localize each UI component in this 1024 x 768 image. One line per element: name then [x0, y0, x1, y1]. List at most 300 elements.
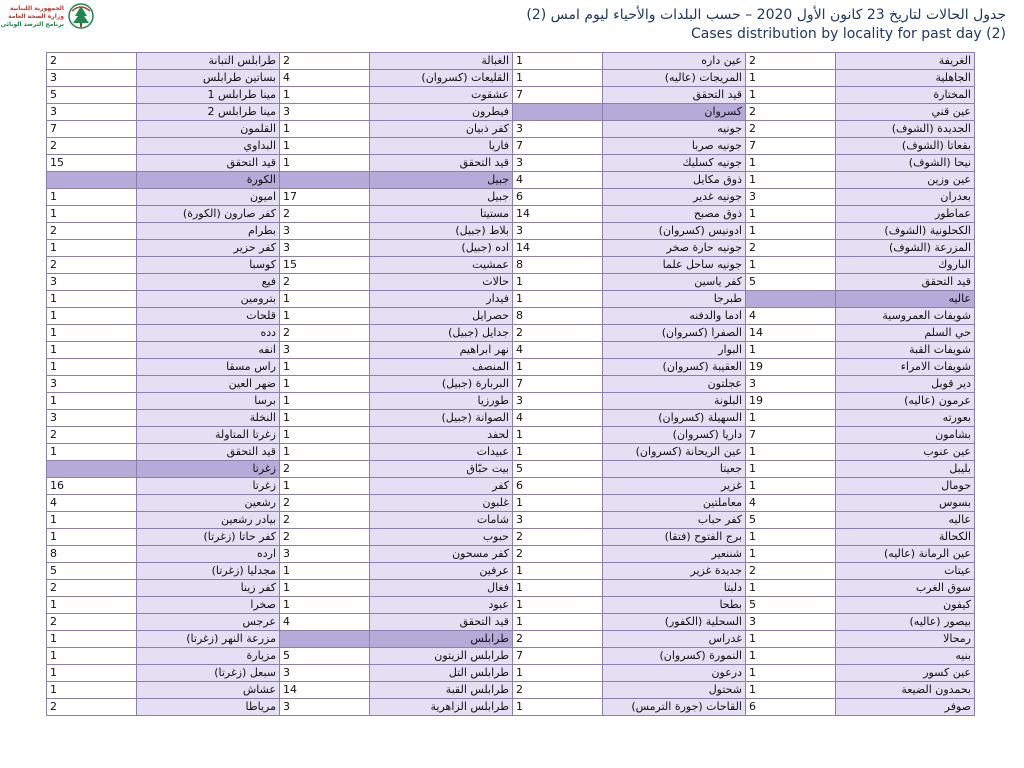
- locality-name-cell: غدراس: [603, 631, 746, 648]
- district-header-cell: كسروان: [603, 104, 746, 121]
- case-count-cell: 7: [47, 121, 137, 138]
- locality-name-cell: عجلتون: [603, 376, 746, 393]
- locality-name-cell: انفه: [137, 342, 280, 359]
- case-count-cell: 1: [513, 274, 603, 291]
- locality-name-cell: طرابلس الزيتون: [370, 648, 513, 665]
- locality-name-cell: دلبتا: [603, 580, 746, 597]
- locality-name-cell: جبيل: [370, 189, 513, 206]
- locality-name-cell: عين قني: [836, 104, 975, 121]
- locality-name-cell: كفر حاتا (زغرتا): [137, 529, 280, 546]
- locality-name-cell: رمحالا: [836, 631, 975, 648]
- case-count-cell: 3: [47, 274, 137, 291]
- locality-name-cell: جونيه: [603, 121, 746, 138]
- locality-name-cell: بعدران: [836, 189, 975, 206]
- locality-name-cell: عين داره: [603, 53, 746, 70]
- locality-name-cell: المختارة: [836, 87, 975, 104]
- locality-name-cell: ذوق مصبح: [603, 206, 746, 223]
- case-count-cell: 6: [746, 699, 836, 716]
- case-count-cell: 1: [280, 444, 370, 461]
- district-header-cell: الكورة: [137, 172, 280, 189]
- locality-name-cell: قيد التحقق: [137, 155, 280, 172]
- case-count-cell: 14: [280, 682, 370, 699]
- case-count-cell: 1: [746, 529, 836, 546]
- case-count-cell: 4: [746, 495, 836, 512]
- table-row: [47, 546, 975, 563]
- case-count-cell: 2: [280, 206, 370, 223]
- locality-name-cell: عين وزين: [836, 172, 975, 189]
- case-count-cell: [280, 631, 370, 648]
- locality-name-cell: زغرتا المتاولة: [137, 427, 280, 444]
- case-count-cell: 1: [280, 597, 370, 614]
- case-count-cell: 1: [47, 325, 137, 342]
- case-count-cell: 1: [513, 699, 603, 716]
- table-row: [47, 427, 975, 444]
- case-count-cell: 1: [746, 342, 836, 359]
- case-count-cell: 1: [280, 580, 370, 597]
- locality-name-cell: بنيه: [836, 648, 975, 665]
- locality-name-cell: فاريا: [370, 138, 513, 155]
- locality-name-cell: مستيتا: [370, 206, 513, 223]
- locality-name-cell: شننعير: [603, 546, 746, 563]
- case-count-cell: 6: [513, 478, 603, 495]
- case-count-cell: 15: [47, 155, 137, 172]
- locality-name-cell: جونيه غدير: [603, 189, 746, 206]
- locality-name-cell: ذوق مكايل: [603, 172, 746, 189]
- locality-name-cell: داريا (كسروان): [603, 427, 746, 444]
- locality-name-cell: مجدليا (زغرتا): [137, 563, 280, 580]
- table-row: [47, 138, 975, 155]
- locality-name-cell: طرابلس الزاهرية: [370, 699, 513, 716]
- locality-name-cell: قيد التحقق: [137, 444, 280, 461]
- case-count-cell: 17: [280, 189, 370, 206]
- locality-name-cell: بلاط (جبيل): [370, 223, 513, 240]
- locality-name-cell: العقيبة (كسروان): [603, 359, 746, 376]
- locality-name-cell: ادما والدفنه: [603, 308, 746, 325]
- case-count-cell: 1: [746, 444, 836, 461]
- case-count-cell: 1: [280, 478, 370, 495]
- locality-name-cell: رشعين: [137, 495, 280, 512]
- locality-name-cell: برج الفتوح (فتقا): [603, 529, 746, 546]
- case-count-cell: 3: [280, 240, 370, 257]
- locality-name-cell: عين عنوب: [836, 444, 975, 461]
- table-row: [47, 257, 975, 274]
- locality-name-cell: كفر مسحون: [370, 546, 513, 563]
- locality-name-cell: بشامون: [836, 427, 975, 444]
- table-row: [47, 206, 975, 223]
- locality-name-cell: كفر زينا: [137, 580, 280, 597]
- table-row: [47, 359, 975, 376]
- case-count-cell: 3: [513, 155, 603, 172]
- case-count-cell: 2: [280, 461, 370, 478]
- table-row: [47, 495, 975, 512]
- case-count-cell: 1: [47, 597, 137, 614]
- case-count-cell: 4: [47, 495, 137, 512]
- locality-name-cell: طرابلس التل: [370, 665, 513, 682]
- locality-name-cell: شويفات القبة: [836, 342, 975, 359]
- locality-name-cell: ارده: [137, 546, 280, 563]
- case-count-cell: 3: [513, 393, 603, 410]
- locality-name-cell: الجاهلية: [836, 70, 975, 87]
- locality-name-cell: عرجس: [137, 614, 280, 631]
- table-row: [47, 563, 975, 580]
- case-count-cell: 15: [280, 257, 370, 274]
- case-count-cell: 2: [280, 529, 370, 546]
- case-count-cell: [47, 172, 137, 189]
- case-count-cell: 1: [47, 529, 137, 546]
- locality-name-cell: بقعاتا (الشوف): [836, 138, 975, 155]
- locality-name-cell: ضهر العين: [137, 376, 280, 393]
- case-count-cell: 3: [47, 376, 137, 393]
- case-count-cell: 1: [746, 580, 836, 597]
- locality-name-cell: مزرعة النهر (زغرتا): [137, 631, 280, 648]
- locality-name-cell: عيتات: [836, 563, 975, 580]
- locality-name-cell: الغبالة: [370, 53, 513, 70]
- locality-name-cell: عبيدات: [370, 444, 513, 461]
- locality-name-cell: كفر ذبيان: [370, 121, 513, 138]
- locality-name-cell: بيادر رشعين: [137, 512, 280, 529]
- locality-name-cell: كيفون: [836, 597, 975, 614]
- case-count-cell: 3: [280, 342, 370, 359]
- case-count-cell: 1: [746, 206, 836, 223]
- case-count-cell: 2: [47, 223, 137, 240]
- table-row: [47, 223, 975, 240]
- case-count-cell: 1: [746, 257, 836, 274]
- case-count-cell: 1: [513, 427, 603, 444]
- case-count-cell: 5: [746, 597, 836, 614]
- case-count-cell: 3: [280, 699, 370, 716]
- locality-name-cell: بيت حبّاق: [370, 461, 513, 478]
- case-count-cell: 2: [47, 53, 137, 70]
- locality-name-cell: جدايل (جبيل): [370, 325, 513, 342]
- case-count-cell: 1: [280, 87, 370, 104]
- case-count-cell: 7: [513, 138, 603, 155]
- locality-name-cell: النخلة: [137, 410, 280, 427]
- locality-name-cell: قيد التحقق: [370, 614, 513, 631]
- table-row: [47, 461, 975, 478]
- case-count-cell: 5: [47, 563, 137, 580]
- case-count-cell: 4: [513, 172, 603, 189]
- page-title-english: Cases distribution by locality for past day (2): [690, 26, 1006, 42]
- case-count-cell: 2: [47, 257, 137, 274]
- locality-name-cell: جونيه ساحل علما: [603, 257, 746, 274]
- case-count-cell: 19: [746, 359, 836, 376]
- locality-name-cell: جونيه صربا: [603, 138, 746, 155]
- table-row: [47, 155, 975, 172]
- case-count-cell: 2: [513, 682, 603, 699]
- case-count-cell: 7: [513, 87, 603, 104]
- table-row: [47, 172, 975, 189]
- locality-name-cell: بطرام: [137, 223, 280, 240]
- table-row: [47, 665, 975, 682]
- locality-name-cell: بسوس: [836, 495, 975, 512]
- case-count-cell: 14: [746, 325, 836, 342]
- case-count-cell: 1: [746, 172, 836, 189]
- locality-name-cell: زغرتا: [137, 478, 280, 495]
- case-count-cell: 1: [47, 444, 137, 461]
- case-count-cell: 1: [513, 614, 603, 631]
- locality-name-cell: شحتول: [603, 682, 746, 699]
- case-count-cell: 3: [280, 223, 370, 240]
- case-count-cell: 1: [280, 376, 370, 393]
- ministry-logo: [0, 2, 96, 32]
- locality-name-cell: السهيلة (كسروان): [603, 410, 746, 427]
- locality-name-cell: بعورته: [836, 410, 975, 427]
- locality-name-cell: طبرجا: [603, 291, 746, 308]
- case-count-cell: 2: [280, 495, 370, 512]
- locality-name-cell: غلبون: [370, 495, 513, 512]
- locality-name-cell: القلمون: [137, 121, 280, 138]
- locality-name-cell: حالات: [370, 274, 513, 291]
- logo-line-2: وزارة الصحة العامة: [8, 13, 64, 20]
- table-row: [47, 444, 975, 461]
- locality-name-cell: مزيارة: [137, 648, 280, 665]
- locality-name-cell: المنصف: [370, 359, 513, 376]
- case-count-cell: 1: [280, 563, 370, 580]
- locality-name-cell: بليبل: [836, 461, 975, 478]
- locality-name-cell: غزير: [603, 478, 746, 495]
- case-count-cell: [280, 172, 370, 189]
- case-count-cell: 14: [513, 206, 603, 223]
- case-count-cell: 5: [47, 87, 137, 104]
- locality-name-cell: عماطور: [836, 206, 975, 223]
- case-count-cell: 8: [513, 308, 603, 325]
- table-row: [47, 512, 975, 529]
- locality-name-cell: مينا طرابلس 2: [137, 104, 280, 121]
- locality-name-cell: كفر صارون (الكورة): [137, 206, 280, 223]
- case-count-cell: 1: [746, 682, 836, 699]
- locality-name-cell: عرمون (عاليه): [836, 393, 975, 410]
- case-count-cell: 1: [47, 308, 137, 325]
- case-count-cell: 2: [746, 563, 836, 580]
- locality-name-cell: البلونة: [603, 393, 746, 410]
- case-count-cell: 1: [746, 648, 836, 665]
- case-count-cell: 6: [513, 189, 603, 206]
- locality-name-cell: اده (جبيل): [370, 240, 513, 257]
- locality-name-cell: الباروك: [836, 257, 975, 274]
- case-count-cell: [513, 104, 603, 121]
- case-count-cell: 1: [746, 631, 836, 648]
- case-count-cell: 1: [513, 665, 603, 682]
- locality-name-cell: شويفات العمروسية: [836, 308, 975, 325]
- case-count-cell: 7: [513, 376, 603, 393]
- locality-name-cell: نيحا (الشوف): [836, 155, 975, 172]
- cases-table: [46, 52, 975, 716]
- locality-name-cell: جديدة غزير: [603, 563, 746, 580]
- table-row: [47, 325, 975, 342]
- case-count-cell: 19: [746, 393, 836, 410]
- table-row: [47, 393, 975, 410]
- case-count-cell: 1: [47, 291, 137, 308]
- case-count-cell: 1: [280, 393, 370, 410]
- case-count-cell: 2: [513, 631, 603, 648]
- case-count-cell: [746, 291, 836, 308]
- case-count-cell: 2: [513, 325, 603, 342]
- case-count-cell: 1: [513, 580, 603, 597]
- page-header: [0, 0, 1024, 46]
- locality-name-cell: قلحات: [137, 308, 280, 325]
- case-count-cell: 1: [746, 155, 836, 172]
- case-count-cell: 1: [280, 121, 370, 138]
- case-count-cell: 2: [746, 121, 836, 138]
- case-count-cell: 5: [280, 648, 370, 665]
- case-count-cell: 3: [746, 189, 836, 206]
- locality-name-cell: عين الرمانة (عاليه): [836, 546, 975, 563]
- case-count-cell: 1: [746, 546, 836, 563]
- locality-name-cell: مينا طرابلس 1: [137, 87, 280, 104]
- district-header-cell: عاليه: [836, 291, 975, 308]
- table-row: [47, 291, 975, 308]
- case-count-cell: 2: [513, 529, 603, 546]
- case-count-cell: 3: [513, 223, 603, 240]
- table-row: [47, 104, 975, 121]
- case-count-cell: 1: [280, 155, 370, 172]
- case-count-cell: 1: [513, 444, 603, 461]
- case-count-cell: 5: [746, 274, 836, 291]
- locality-name-cell: مرياطا: [137, 699, 280, 716]
- locality-name-cell: فيع: [137, 274, 280, 291]
- locality-name-cell: كفر حزير: [137, 240, 280, 257]
- locality-name-cell: الصفرا (كسروان): [603, 325, 746, 342]
- locality-name-cell: لحفد: [370, 427, 513, 444]
- locality-name-cell: فيدار: [370, 291, 513, 308]
- case-count-cell: 1: [513, 495, 603, 512]
- locality-name-cell: الغريفة: [836, 53, 975, 70]
- locality-name-cell: عين الريحانة (كسروان): [603, 444, 746, 461]
- locality-name-cell: كفر حباب: [603, 512, 746, 529]
- case-count-cell: 1: [746, 478, 836, 495]
- case-count-cell: 2: [47, 580, 137, 597]
- locality-name-cell: كوسبا: [137, 257, 280, 274]
- locality-name-cell: البوار: [603, 342, 746, 359]
- case-count-cell: 2: [280, 325, 370, 342]
- table-row: [47, 682, 975, 699]
- table-row: [47, 580, 975, 597]
- case-count-cell: 1: [47, 240, 137, 257]
- case-count-cell: 1: [47, 512, 137, 529]
- case-count-cell: 1: [513, 359, 603, 376]
- case-count-cell: 4: [280, 70, 370, 87]
- locality-name-cell: كفر ياسين: [603, 274, 746, 291]
- locality-name-cell: البداوي: [137, 138, 280, 155]
- table-row: [47, 699, 975, 716]
- case-count-cell: 3: [280, 665, 370, 682]
- case-count-cell: 1: [47, 342, 137, 359]
- case-count-cell: 2: [746, 240, 836, 257]
- locality-name-cell: حي السلم: [836, 325, 975, 342]
- case-count-cell: 1: [513, 563, 603, 580]
- locality-name-cell: دير قوبل: [836, 376, 975, 393]
- table-row: [47, 631, 975, 648]
- locality-name-cell: طرابلس التبانة: [137, 53, 280, 70]
- locality-name-cell: صوفر: [836, 699, 975, 716]
- table-row: [47, 70, 975, 87]
- locality-name-cell: شامات: [370, 512, 513, 529]
- locality-name-cell: قيد التحقق: [370, 155, 513, 172]
- locality-name-cell: الصوانة (جبيل): [370, 410, 513, 427]
- case-count-cell: 1: [746, 410, 836, 427]
- case-count-cell: 1: [280, 427, 370, 444]
- case-count-cell: 1: [746, 461, 836, 478]
- case-count-cell: 4: [513, 342, 603, 359]
- table-row: [47, 410, 975, 427]
- cedar-emblem-icon: [68, 2, 94, 30]
- case-count-cell: 1: [746, 223, 836, 240]
- locality-name-cell: سبعل (زغرتا): [137, 665, 280, 682]
- locality-name-cell: عرفين: [370, 563, 513, 580]
- locality-name-cell: صخرا: [137, 597, 280, 614]
- case-count-cell: 7: [746, 138, 836, 155]
- district-header-cell: زغرتا: [137, 461, 280, 478]
- table-row: [47, 376, 975, 393]
- case-count-cell: 3: [513, 512, 603, 529]
- case-count-cell: 3: [280, 546, 370, 563]
- locality-name-cell: برسا: [137, 393, 280, 410]
- locality-name-cell: ادونيس (كسروان): [603, 223, 746, 240]
- case-count-cell: 1: [47, 648, 137, 665]
- district-header-cell: جبيل: [370, 172, 513, 189]
- locality-name-cell: اميون: [137, 189, 280, 206]
- case-count-cell: 5: [746, 512, 836, 529]
- locality-name-cell: عين كسور: [836, 665, 975, 682]
- case-count-cell: 1: [280, 359, 370, 376]
- case-count-cell: 1: [47, 682, 137, 699]
- locality-name-cell: دده: [137, 325, 280, 342]
- case-count-cell: 3: [47, 410, 137, 427]
- locality-name-cell: عاليه: [836, 512, 975, 529]
- case-count-cell: 3: [47, 70, 137, 87]
- case-count-cell: 2: [746, 53, 836, 70]
- case-count-cell: 1: [280, 410, 370, 427]
- locality-name-cell: قيد التحقق: [603, 87, 746, 104]
- locality-name-cell: النمورة (كسروان): [603, 648, 746, 665]
- case-count-cell: 4: [280, 614, 370, 631]
- table-row: [47, 529, 975, 546]
- table-row: [47, 614, 975, 631]
- case-count-cell: 2: [280, 53, 370, 70]
- case-count-cell: 2: [280, 512, 370, 529]
- case-count-cell: 1: [513, 597, 603, 614]
- case-count-cell: 7: [513, 648, 603, 665]
- locality-name-cell: حبوب: [370, 529, 513, 546]
- case-count-cell: 1: [47, 189, 137, 206]
- case-count-cell: 4: [746, 308, 836, 325]
- table-row: [47, 308, 975, 325]
- case-count-cell: 1: [513, 53, 603, 70]
- case-count-cell: 1: [47, 631, 137, 648]
- case-count-cell: 1: [47, 206, 137, 223]
- district-header-cell: طرابلس: [370, 631, 513, 648]
- locality-name-cell: قيد التحقق: [836, 274, 975, 291]
- case-count-cell: 2: [47, 614, 137, 631]
- case-count-cell: 1: [746, 87, 836, 104]
- locality-name-cell: طرابلس القبة: [370, 682, 513, 699]
- locality-name-cell: بترومين: [137, 291, 280, 308]
- case-count-cell: 1: [47, 359, 137, 376]
- case-count-cell: 1: [47, 665, 137, 682]
- case-count-cell: 3: [280, 104, 370, 121]
- locality-name-cell: كفر: [370, 478, 513, 495]
- locality-name-cell: عشقوت: [370, 87, 513, 104]
- case-count-cell: 1: [280, 308, 370, 325]
- table-row: [47, 274, 975, 291]
- locality-name-cell: السحلية (الكفور): [603, 614, 746, 631]
- case-count-cell: 1: [47, 393, 137, 410]
- table-row: [47, 478, 975, 495]
- case-count-cell: 2: [47, 699, 137, 716]
- table-row: [47, 240, 975, 257]
- case-count-cell: 2: [746, 104, 836, 121]
- locality-name-cell: بطحا: [603, 597, 746, 614]
